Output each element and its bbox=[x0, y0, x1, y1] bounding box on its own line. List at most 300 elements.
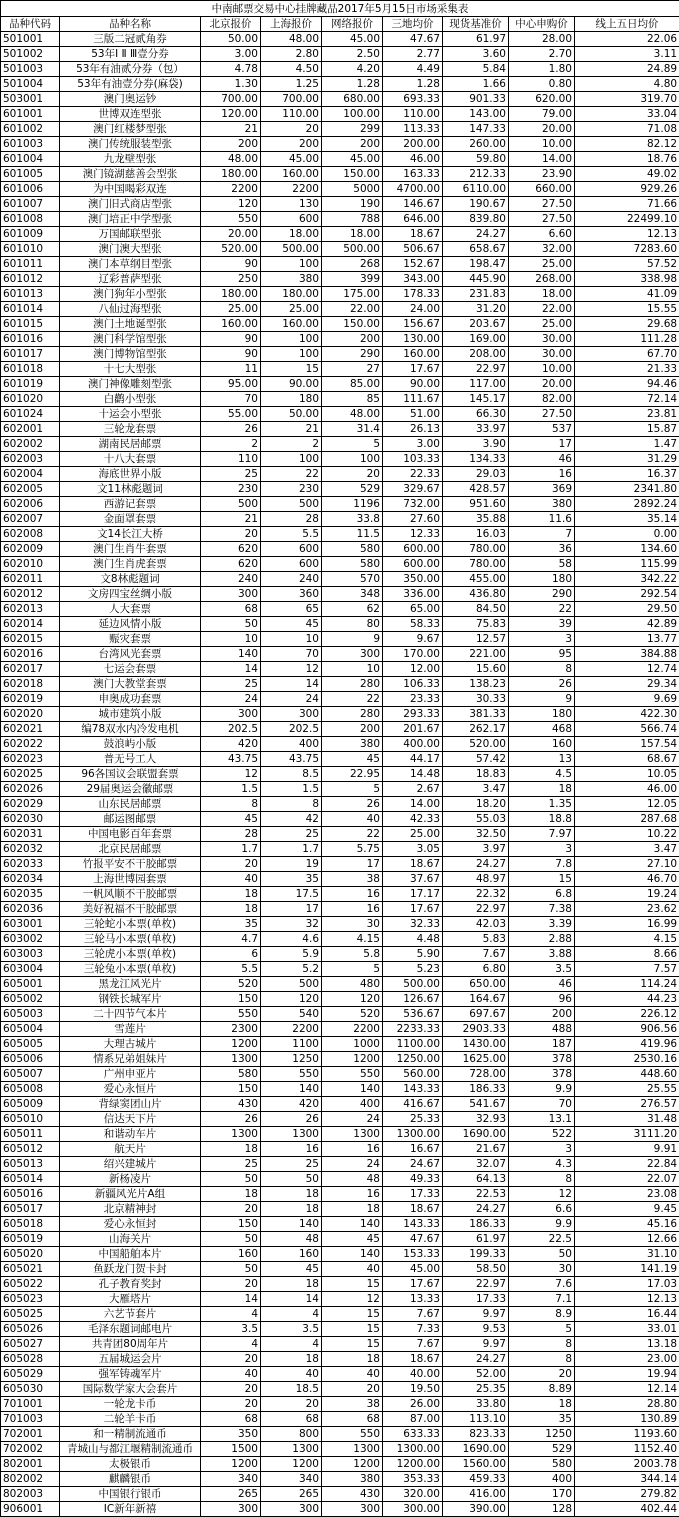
spot-base-price-cell: 1625.00 bbox=[443, 1052, 509, 1067]
beijing-price-cell: 1200 bbox=[201, 1457, 261, 1472]
spot-base-price-cell: 32.07 bbox=[443, 1157, 509, 1172]
spot-base-price-cell: 212.33 bbox=[443, 167, 509, 182]
name-cell: 新杨凌片 bbox=[60, 1172, 201, 1187]
spot-base-price-cell: 697.67 bbox=[443, 1007, 509, 1022]
three-city-average-cell: 170.00 bbox=[383, 647, 443, 662]
online-price-cell: 15 bbox=[322, 1307, 383, 1322]
name-cell: 三版二冠贰角券 bbox=[60, 32, 201, 47]
five-day-average-cell: 16.44 bbox=[575, 1307, 679, 1322]
beijing-price-cell: 10 bbox=[201, 632, 261, 647]
online-price-cell: 380 bbox=[322, 737, 383, 752]
beijing-price-cell: 3.5 bbox=[201, 1322, 261, 1337]
code-cell: 602006 bbox=[1, 497, 60, 512]
code-cell: 601024 bbox=[1, 407, 60, 422]
table-row bbox=[1, 332, 679, 347]
table-row bbox=[1, 662, 679, 677]
spot-base-price-cell: 1690.00 bbox=[443, 1442, 509, 1457]
five-day-average-cell: 10.22 bbox=[575, 827, 679, 842]
online-price-cell: 300 bbox=[322, 647, 383, 662]
name-cell: 一轮龙卡币 bbox=[60, 1397, 201, 1412]
code-cell: 605007 bbox=[1, 1067, 60, 1082]
table-row bbox=[1, 1292, 679, 1307]
three-city-average-cell: 45.00 bbox=[383, 1262, 443, 1277]
code-cell: 601009 bbox=[1, 227, 60, 242]
code-cell: 602030 bbox=[1, 812, 60, 827]
five-day-average-cell: 384.88 bbox=[575, 647, 679, 662]
name-cell: 孔子教育奖封 bbox=[60, 1277, 201, 1292]
spot-base-price-cell: 658.67 bbox=[443, 242, 509, 257]
three-city-average-cell: 5.23 bbox=[383, 962, 443, 977]
name-cell: 鱼跃龙门贺卡封 bbox=[60, 1262, 201, 1277]
shanghai-price-cell: 140 bbox=[261, 1217, 322, 1232]
three-city-average-cell: 14.00 bbox=[383, 797, 443, 812]
online-price-cell: 38 bbox=[322, 872, 383, 887]
name-cell: 中国银行银币 bbox=[60, 1487, 201, 1502]
table-row bbox=[1, 1082, 679, 1097]
beijing-price-cell: 50.00 bbox=[201, 32, 261, 47]
beijing-price-cell: 150 bbox=[201, 992, 261, 1007]
table-body bbox=[1, 32, 679, 1517]
online-price-cell: 18.00 bbox=[322, 227, 383, 242]
spot-base-price-cell: 17.33 bbox=[443, 1292, 509, 1307]
center-subscription-price-cell: 95 bbox=[509, 647, 575, 662]
online-price-cell: 22.95 bbox=[322, 767, 383, 782]
online-price-cell: 150.00 bbox=[322, 317, 383, 332]
online-price-cell: 24 bbox=[322, 1157, 383, 1172]
beijing-price-cell: 20 bbox=[201, 527, 261, 542]
code-cell: 605003 bbox=[1, 1007, 60, 1022]
center-subscription-price-cell: 3 bbox=[509, 632, 575, 647]
shanghai-price-cell: 1.25 bbox=[261, 77, 322, 92]
online-price-cell: 1000 bbox=[322, 1037, 383, 1052]
beijing-price-cell: 20 bbox=[201, 1382, 261, 1397]
five-day-average-cell: 15.55 bbox=[575, 302, 679, 317]
center-subscription-price-cell: 3.5 bbox=[509, 962, 575, 977]
beijing-price-cell: 140 bbox=[201, 647, 261, 662]
beijing-price-cell: 2300 bbox=[201, 1022, 261, 1037]
center-subscription-price-cell: 23.90 bbox=[509, 167, 575, 182]
three-city-average-cell: 1300.00 bbox=[383, 1442, 443, 1457]
table-row bbox=[1, 752, 679, 767]
center-subscription-price-cell: 128 bbox=[509, 1502, 575, 1517]
name-cell: 北京精神封 bbox=[60, 1202, 201, 1217]
online-price-cell: 280 bbox=[322, 677, 383, 692]
center-subscription-price-cell: 25.00 bbox=[509, 317, 575, 332]
beijing-price-cell: 50 bbox=[201, 1172, 261, 1187]
beijing-price-cell: 18 bbox=[201, 1142, 261, 1157]
three-city-average-cell: 329.67 bbox=[383, 482, 443, 497]
center-subscription-price-cell: 378 bbox=[509, 1052, 575, 1067]
shanghai-price-cell: 18 bbox=[261, 1202, 322, 1217]
name-cell: 九龙壁型张 bbox=[60, 152, 201, 167]
name-cell: 人大套票 bbox=[60, 602, 201, 617]
center-subscription-price-cell: 22.00 bbox=[509, 302, 575, 317]
shanghai-price-cell: 26 bbox=[261, 1112, 322, 1127]
beijing-price-cell: 230 bbox=[201, 482, 261, 497]
spot-base-price-cell: 9.97 bbox=[443, 1307, 509, 1322]
shanghai-price-cell: 35 bbox=[261, 872, 322, 887]
table-row bbox=[1, 872, 679, 887]
table-row bbox=[1, 1382, 679, 1397]
spot-base-price-cell: 2903.33 bbox=[443, 1022, 509, 1037]
shanghai-price-cell: 32 bbox=[261, 917, 322, 932]
table-row bbox=[1, 812, 679, 827]
online-price-cell: 85 bbox=[322, 392, 383, 407]
online-price-cell: 120 bbox=[322, 992, 383, 1007]
table-row bbox=[1, 452, 679, 467]
five-day-average-cell: 276.57 bbox=[575, 1097, 679, 1112]
beijing-price-cell: 160.00 bbox=[201, 317, 261, 332]
spot-base-price-cell: 1.66 bbox=[443, 77, 509, 92]
center-subscription-price-cell: 8 bbox=[509, 662, 575, 677]
shanghai-price-cell: 45 bbox=[261, 617, 322, 632]
name-cell: 大雁塔片 bbox=[60, 1292, 201, 1307]
name-cell: 台湾风光套票 bbox=[60, 647, 201, 662]
online-price-cell: 9 bbox=[322, 632, 383, 647]
three-city-average-cell: 5.90 bbox=[383, 947, 443, 962]
name-cell: 西游记套票 bbox=[60, 497, 201, 512]
table-row bbox=[1, 1442, 679, 1457]
shanghai-price-cell: 1100 bbox=[261, 1037, 322, 1052]
code-cell: 601002 bbox=[1, 122, 60, 137]
three-city-average-cell: 47.67 bbox=[383, 1232, 443, 1247]
online-price-cell: 140 bbox=[322, 1247, 383, 1262]
code-cell: 601008 bbox=[1, 212, 60, 227]
table-row bbox=[1, 1172, 679, 1187]
online-price-cell: 190 bbox=[322, 197, 383, 212]
beijing-price-cell: 580 bbox=[201, 1067, 261, 1082]
shanghai-price-cell: 100 bbox=[261, 257, 322, 272]
center-subscription-price-cell: 16 bbox=[509, 467, 575, 482]
shanghai-price-cell: 16 bbox=[261, 1142, 322, 1157]
five-day-average-cell: 23.00 bbox=[575, 1352, 679, 1367]
spot-base-price-cell: 57.42 bbox=[443, 752, 509, 767]
three-city-average-cell: 416.67 bbox=[383, 1097, 443, 1112]
online-price-cell: 400 bbox=[322, 1097, 383, 1112]
three-city-average-cell: 693.33 bbox=[383, 92, 443, 107]
shanghai-price-cell: 420 bbox=[261, 1097, 322, 1112]
name-cell: 背绿窦团山片 bbox=[60, 1097, 201, 1112]
three-city-average-cell: 350.00 bbox=[383, 572, 443, 587]
code-cell: 602023 bbox=[1, 752, 60, 767]
name-cell: 情系兄弟姐妹片 bbox=[60, 1052, 201, 1067]
online-price-cell: 22 bbox=[322, 827, 383, 842]
table-row bbox=[1, 947, 679, 962]
shanghai-price-cell: 120 bbox=[261, 992, 322, 1007]
code-cell: 605013 bbox=[1, 1157, 60, 1172]
table-row bbox=[1, 992, 679, 1007]
beijing-price-cell: 340 bbox=[201, 1472, 261, 1487]
table-row bbox=[1, 1097, 679, 1112]
online-price-cell: 45 bbox=[322, 752, 383, 767]
header-online-price: 网络报价 bbox=[322, 17, 383, 32]
online-price-cell: 17 bbox=[322, 857, 383, 872]
code-cell: 602015 bbox=[1, 632, 60, 647]
three-city-average-cell: 58.33 bbox=[383, 617, 443, 632]
online-price-cell: 200 bbox=[322, 722, 383, 737]
center-subscription-price-cell: 79.00 bbox=[509, 107, 575, 122]
beijing-price-cell: 1.30 bbox=[201, 77, 261, 92]
beijing-price-cell: 90 bbox=[201, 347, 261, 362]
center-subscription-price-cell: 369 bbox=[509, 482, 575, 497]
name-cell: 澳门博物馆型张 bbox=[60, 347, 201, 362]
five-day-average-cell: 342.22 bbox=[575, 572, 679, 587]
five-day-average-cell: 419.96 bbox=[575, 1037, 679, 1052]
table-row bbox=[1, 1187, 679, 1202]
shanghai-price-cell: 100 bbox=[261, 347, 322, 362]
code-cell: 602007 bbox=[1, 512, 60, 527]
three-city-average-cell: 42.33 bbox=[383, 812, 443, 827]
online-price-cell: 348 bbox=[322, 587, 383, 602]
center-subscription-price-cell: 400 bbox=[509, 1472, 575, 1487]
online-price-cell: 680.00 bbox=[322, 92, 383, 107]
spot-base-price-cell: 18.83 bbox=[443, 767, 509, 782]
spot-base-price-cell: 12.57 bbox=[443, 632, 509, 647]
online-price-cell: 2.50 bbox=[322, 47, 383, 62]
code-cell: 602029 bbox=[1, 797, 60, 812]
center-subscription-price-cell: 17 bbox=[509, 437, 575, 452]
three-city-average-cell: 3.00 bbox=[383, 437, 443, 452]
five-day-average-cell: 31.48 bbox=[575, 1112, 679, 1127]
five-day-average-cell: 422.30 bbox=[575, 707, 679, 722]
table-row bbox=[1, 422, 679, 437]
three-city-average-cell: 732.00 bbox=[383, 497, 443, 512]
center-subscription-price-cell: 7.97 bbox=[509, 827, 575, 842]
center-subscription-price-cell: 22 bbox=[509, 602, 575, 617]
three-city-average-cell: 87.00 bbox=[383, 1412, 443, 1427]
name-cell: 五届城运会片 bbox=[60, 1352, 201, 1367]
center-subscription-price-cell: 27.50 bbox=[509, 212, 575, 227]
beijing-price-cell: 5.5 bbox=[201, 962, 261, 977]
five-day-average-cell: 33.04 bbox=[575, 107, 679, 122]
five-day-average-cell: 42.89 bbox=[575, 617, 679, 632]
beijing-price-cell: 150 bbox=[201, 1082, 261, 1097]
beijing-price-cell: 350 bbox=[201, 1427, 261, 1442]
spot-base-price-cell: 198.47 bbox=[443, 257, 509, 272]
name-cell: 山东民居邮票 bbox=[60, 797, 201, 812]
name-cell: 六艺节套片 bbox=[60, 1307, 201, 1322]
center-subscription-price-cell: 32.00 bbox=[509, 242, 575, 257]
name-cell: 和谐动车片 bbox=[60, 1127, 201, 1142]
name-cell: 澳门科学馆型张 bbox=[60, 332, 201, 347]
table-row bbox=[1, 1247, 679, 1262]
beijing-price-cell: 68 bbox=[201, 1412, 261, 1427]
center-subscription-price-cell: 8 bbox=[509, 1352, 575, 1367]
table-row bbox=[1, 587, 679, 602]
spot-base-price-cell: 381.33 bbox=[443, 707, 509, 722]
name-cell: 金面罩套票 bbox=[60, 512, 201, 527]
five-day-average-cell: 292.54 bbox=[575, 587, 679, 602]
spot-base-price-cell: 1690.00 bbox=[443, 1127, 509, 1142]
center-subscription-price-cell: 50 bbox=[509, 1247, 575, 1262]
spot-base-price-cell: 22.97 bbox=[443, 902, 509, 917]
shanghai-price-cell: 140 bbox=[261, 1082, 322, 1097]
three-city-average-cell: 1200.00 bbox=[383, 1457, 443, 1472]
spot-base-price-cell: 186.33 bbox=[443, 1082, 509, 1097]
beijing-price-cell: 20.00 bbox=[201, 227, 261, 242]
table-row bbox=[1, 107, 679, 122]
spot-base-price-cell: 901.33 bbox=[443, 92, 509, 107]
code-cell: 602021 bbox=[1, 722, 60, 737]
code-cell: 602031 bbox=[1, 827, 60, 842]
spot-base-price-cell: 143.00 bbox=[443, 107, 509, 122]
shanghai-price-cell: 25 bbox=[261, 827, 322, 842]
name-cell: 邮运图邮票 bbox=[60, 812, 201, 827]
beijing-price-cell: 500 bbox=[201, 497, 261, 512]
five-day-average-cell: 17.03 bbox=[575, 1277, 679, 1292]
shanghai-price-cell: 202.5 bbox=[261, 722, 322, 737]
center-subscription-price-cell: 187 bbox=[509, 1037, 575, 1052]
three-city-average-cell: 18.67 bbox=[383, 1202, 443, 1217]
three-city-average-cell: 32.33 bbox=[383, 917, 443, 932]
spot-base-price-cell: 3.90 bbox=[443, 437, 509, 452]
shanghai-price-cell: 360 bbox=[261, 587, 322, 602]
three-city-average-cell: 353.33 bbox=[383, 1472, 443, 1487]
name-cell: 强军铸魂军片 bbox=[60, 1367, 201, 1382]
spot-base-price-cell: 22.97 bbox=[443, 362, 509, 377]
spot-base-price-cell: 32.50 bbox=[443, 827, 509, 842]
online-price-cell: 1.28 bbox=[322, 77, 383, 92]
five-day-average-cell: 2892.24 bbox=[575, 497, 679, 512]
table-row bbox=[1, 707, 679, 722]
three-city-average-cell: 26.00 bbox=[383, 1397, 443, 1412]
three-city-average-cell: 600.00 bbox=[383, 557, 443, 572]
three-city-average-cell: 65.00 bbox=[383, 602, 443, 617]
center-subscription-price-cell: 7.1 bbox=[509, 1292, 575, 1307]
three-city-average-cell: 51.00 bbox=[383, 407, 443, 422]
shanghai-price-cell: 3.5 bbox=[261, 1322, 322, 1337]
center-subscription-price-cell: 46 bbox=[509, 977, 575, 992]
three-city-average-cell: 16.67 bbox=[383, 1142, 443, 1157]
code-cell: 605025 bbox=[1, 1307, 60, 1322]
online-price-cell: 550 bbox=[322, 1067, 383, 1082]
three-city-average-cell: 1100.00 bbox=[383, 1037, 443, 1052]
shanghai-price-cell: 180 bbox=[261, 392, 322, 407]
beijing-price-cell: 40 bbox=[201, 1367, 261, 1382]
online-price-cell: 1300 bbox=[322, 1442, 383, 1457]
five-day-average-cell: 130.89 bbox=[575, 1412, 679, 1427]
beijing-price-cell: 700.00 bbox=[201, 92, 261, 107]
shanghai-price-cell: 10 bbox=[261, 632, 322, 647]
code-cell: 602008 bbox=[1, 527, 60, 542]
table-row bbox=[1, 32, 679, 47]
three-city-average-cell: 4.49 bbox=[383, 62, 443, 77]
header-shanghai-price: 上海报价 bbox=[261, 17, 322, 32]
beijing-price-cell: 20 bbox=[201, 1277, 261, 1292]
name-cell: 澳门土地诞型张 bbox=[60, 317, 201, 332]
online-price-cell: 27 bbox=[322, 362, 383, 377]
name-cell: 澳门神像雕刻型张 bbox=[60, 377, 201, 392]
three-city-average-cell: 1.28 bbox=[383, 77, 443, 92]
beijing-price-cell: 20 bbox=[201, 1202, 261, 1217]
spot-base-price-cell: 55.03 bbox=[443, 812, 509, 827]
center-subscription-price-cell: 13.1 bbox=[509, 1112, 575, 1127]
name-cell: 澳门传统服装型张 bbox=[60, 137, 201, 152]
three-city-average-cell: 343.00 bbox=[383, 272, 443, 287]
beijing-price-cell: 28 bbox=[201, 827, 261, 842]
online-price-cell: 68 bbox=[322, 1412, 383, 1427]
spot-base-price-cell: 260.00 bbox=[443, 137, 509, 152]
spot-base-price-cell: 839.80 bbox=[443, 212, 509, 227]
online-price-cell: 38 bbox=[322, 1397, 383, 1412]
name-cell: 澳门生肖牛套票 bbox=[60, 542, 201, 557]
table-row bbox=[1, 1142, 679, 1157]
spot-base-price-cell: 18.20 bbox=[443, 797, 509, 812]
name-cell: 澳门本草纲目型张 bbox=[60, 257, 201, 272]
name-cell: 信达天下片 bbox=[60, 1112, 201, 1127]
code-cell: 501001 bbox=[1, 32, 60, 47]
code-cell: 602002 bbox=[1, 437, 60, 452]
three-city-average-cell: 19.50 bbox=[383, 1382, 443, 1397]
code-cell: 601020 bbox=[1, 392, 60, 407]
center-subscription-price-cell: 20.00 bbox=[509, 377, 575, 392]
five-day-average-cell: 49.02 bbox=[575, 167, 679, 182]
name-cell: 三轮兔小本票(单枚) bbox=[60, 962, 201, 977]
spot-base-price-cell: 25.35 bbox=[443, 1382, 509, 1397]
three-city-average-cell: 3.05 bbox=[383, 842, 443, 857]
five-day-average-cell: 33.01 bbox=[575, 1322, 679, 1337]
shanghai-price-cell: 20 bbox=[261, 1397, 322, 1412]
code-cell: 602010 bbox=[1, 557, 60, 572]
five-day-average-cell: 141.19 bbox=[575, 1262, 679, 1277]
table-row bbox=[1, 557, 679, 572]
name-cell: 广州申亚片 bbox=[60, 1067, 201, 1082]
five-day-average-cell: 3111.20 bbox=[575, 1127, 679, 1142]
name-cell: 96各国议会联盟套票 bbox=[60, 767, 201, 782]
table-row bbox=[1, 962, 679, 977]
center-subscription-price-cell: 96 bbox=[509, 992, 575, 1007]
spot-base-price-cell: 24.27 bbox=[443, 1202, 509, 1217]
spot-base-price-cell: 780.00 bbox=[443, 557, 509, 572]
code-cell: 605001 bbox=[1, 977, 60, 992]
code-cell: 602011 bbox=[1, 572, 60, 587]
table-row bbox=[1, 917, 679, 932]
center-subscription-price-cell: 8.89 bbox=[509, 1382, 575, 1397]
code-cell: 601003 bbox=[1, 137, 60, 152]
shanghai-price-cell: 22 bbox=[261, 467, 322, 482]
beijing-price-cell: 160 bbox=[201, 1247, 261, 1262]
shanghai-price-cell: 550 bbox=[261, 1067, 322, 1082]
three-city-average-cell: 12.00 bbox=[383, 662, 443, 677]
five-day-average-cell: 18.76 bbox=[575, 152, 679, 167]
beijing-price-cell: 68 bbox=[201, 602, 261, 617]
center-subscription-price-cell: 18 bbox=[509, 782, 575, 797]
online-price-cell: 5.75 bbox=[322, 842, 383, 857]
table-row bbox=[1, 242, 679, 257]
five-day-average-cell: 13.18 bbox=[575, 1337, 679, 1352]
spot-base-price-cell: 22.32 bbox=[443, 887, 509, 902]
code-cell: 602001 bbox=[1, 422, 60, 437]
code-cell: 601013 bbox=[1, 287, 60, 302]
name-cell: 赈灾套票 bbox=[60, 632, 201, 647]
code-cell: 602013 bbox=[1, 602, 60, 617]
spot-base-price-cell: 6110.00 bbox=[443, 182, 509, 197]
center-subscription-price-cell: 0.80 bbox=[509, 77, 575, 92]
table-row bbox=[1, 1232, 679, 1247]
name-cell: 澳门生肖虎套票 bbox=[60, 557, 201, 572]
shanghai-price-cell: 400 bbox=[261, 737, 322, 752]
header-name: 品种名称 bbox=[60, 17, 201, 32]
beijing-price-cell: 48.00 bbox=[201, 152, 261, 167]
code-cell: 601006 bbox=[1, 182, 60, 197]
center-subscription-price-cell: 11.6 bbox=[509, 512, 575, 527]
online-price-cell: 20 bbox=[322, 467, 383, 482]
shanghai-price-cell: 45 bbox=[261, 1262, 322, 1277]
online-price-cell: 1200 bbox=[322, 1052, 383, 1067]
spot-base-price-cell: 117.00 bbox=[443, 377, 509, 392]
center-subscription-price-cell: 468 bbox=[509, 722, 575, 737]
shanghai-price-cell: 2200 bbox=[261, 1022, 322, 1037]
